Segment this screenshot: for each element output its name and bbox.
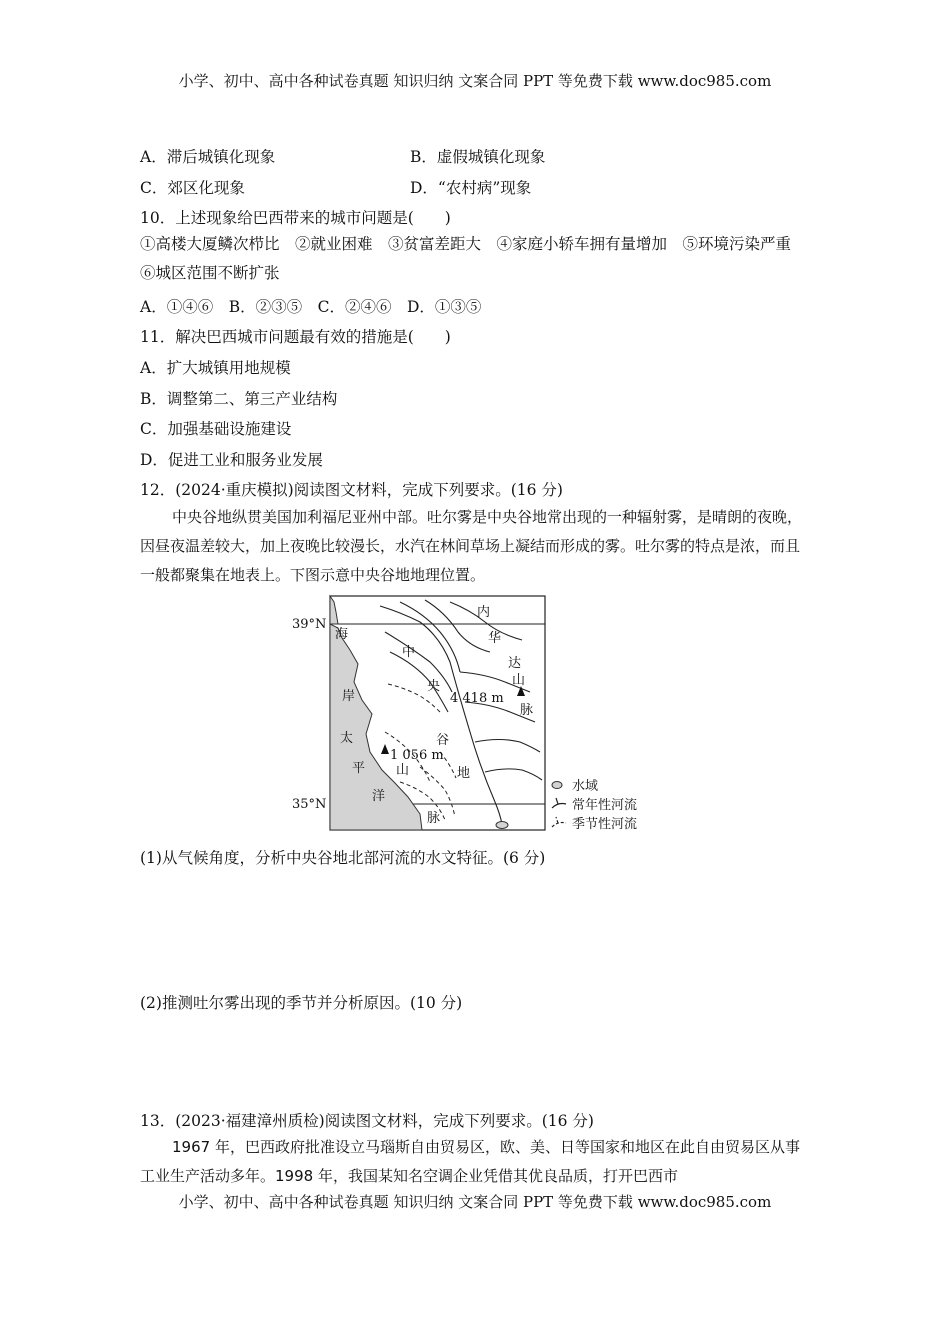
q10-items: ①高楼大厦鳞次栉比 ②就业困难 ③贫富差距大 ④家庭小轿车拥有量增加 ⑤环境污染严重 ⑥城区范围不断扩张	[140, 235, 807, 282]
legend-perennial-label: 常年性河流	[572, 798, 638, 813]
label-mai-right: 脉	[520, 703, 534, 718]
label-di: 地	[457, 766, 471, 781]
page-footer: 小学、初中、高中各种试卷真题 知识归纳 文案合同 PPT 等免费下载 www.doc985.com	[0, 1191, 950, 1212]
q10-options: A．①④⑥ B．②③⑤ C．②④⑥ D．①③⑤	[140, 298, 482, 316]
perennial-rivers	[380, 600, 542, 824]
perennial-river	[485, 769, 542, 780]
label-hai: 海	[335, 627, 349, 642]
q12-material: 中央谷地纵贯美国加利福尼亚州中部。吐尔雾是中央谷地常出现的一种辐射雾，是晴朗的夜晚，因昼夜温差较大，加上夜晚比较漫长，水汽在林间草场上凝结而形成的雾。吐尔雾的特点是浓，而且一般都聚集在地表上。下图示意中央谷地地理位置。	[140, 508, 803, 584]
q11-option-d: D．促进工业和服务业发展	[140, 451, 323, 469]
label-nei: 内	[477, 605, 491, 620]
q13-stem: 13．(2023·福建漳州质检)阅读图文材料，完成下列要求。(16 分)	[140, 1112, 594, 1130]
perennial-river	[385, 632, 452, 692]
q11-stem: 11．解决巴西城市问题最有效的措施是( )	[140, 328, 451, 346]
label-hua: 华	[488, 631, 502, 646]
q13-material: 1967 年，巴西政府批准设立马瑙斯自由贸易区，欧、美、日等国家和地区在此自由贸易区从事工业生产活动多年。1998 年，我国某知名空调企业凭借其优良品质，打开巴西市	[140, 1138, 800, 1185]
label-tai: 太	[340, 731, 354, 746]
q11-option-a: A．扩大城镇用地规模	[140, 359, 291, 377]
label-shan-left: 山	[396, 763, 410, 778]
q10-stem: 10．上述现象给巴西带来的城市问题是( )	[140, 209, 451, 227]
lat-39-label: 39°N	[292, 617, 327, 632]
label-gu: 谷	[436, 733, 450, 748]
lat-35-label: 35°N	[292, 797, 327, 812]
label-da: 达	[508, 656, 522, 671]
q11-option-b: B．调整第二、第三产业结构	[140, 390, 338, 408]
peak-east-elevation: 4 418 m	[450, 691, 504, 706]
perennial-river	[475, 740, 540, 753]
ocean-north-area	[330, 596, 338, 624]
q9-option-c: C．郊区化现象	[140, 179, 245, 197]
q9-option-b: B．虚假城镇化现象	[410, 148, 546, 166]
legend-water-icon	[552, 782, 562, 789]
legend-seasonal-label: 季节性河流	[572, 817, 638, 832]
label-shan-right: 山	[512, 673, 526, 688]
q12-sub2: (2)推测吐尔雾出现的季节并分析原因。(10 分)	[140, 994, 463, 1012]
q12-stem: 12．(2024·重庆模拟)阅读图文材料，完成下列要求。(16 分)	[140, 481, 563, 499]
peak-west-icon	[381, 744, 389, 754]
label-an: 岸	[342, 689, 356, 704]
label-yang-center: 央	[427, 679, 441, 694]
label-mai-bottom: 脉	[427, 811, 441, 826]
label-ping: 平	[352, 761, 366, 776]
label-zhong: 中	[402, 645, 416, 660]
perennial-river	[495, 802, 502, 824]
legend-perennial-icon	[552, 798, 566, 808]
label-yang: 洋	[372, 789, 386, 804]
lake-area	[496, 822, 508, 829]
peak-west-elevation: 1 056 m	[390, 748, 444, 763]
page-header: 小学、初中、高中各种试卷真题 知识归纳 文案合同 PPT 等免费下载 www.doc985.com	[178, 72, 772, 90]
legend-seasonal-icon	[552, 817, 566, 827]
q12-sub1: (1)从气候角度，分析中央谷地北部河流的水文特征。(6 分)	[140, 849, 546, 867]
q11-option-c: C．加强基础设施建设	[140, 420, 292, 438]
seasonal-river	[420, 767, 455, 817]
central-valley-map	[290, 592, 670, 837]
q9-option-a: A．滞后城镇化现象	[140, 148, 276, 166]
legend-water-label: 水域	[572, 779, 599, 794]
q9-option-d: D．“农村病”现象	[410, 179, 532, 197]
